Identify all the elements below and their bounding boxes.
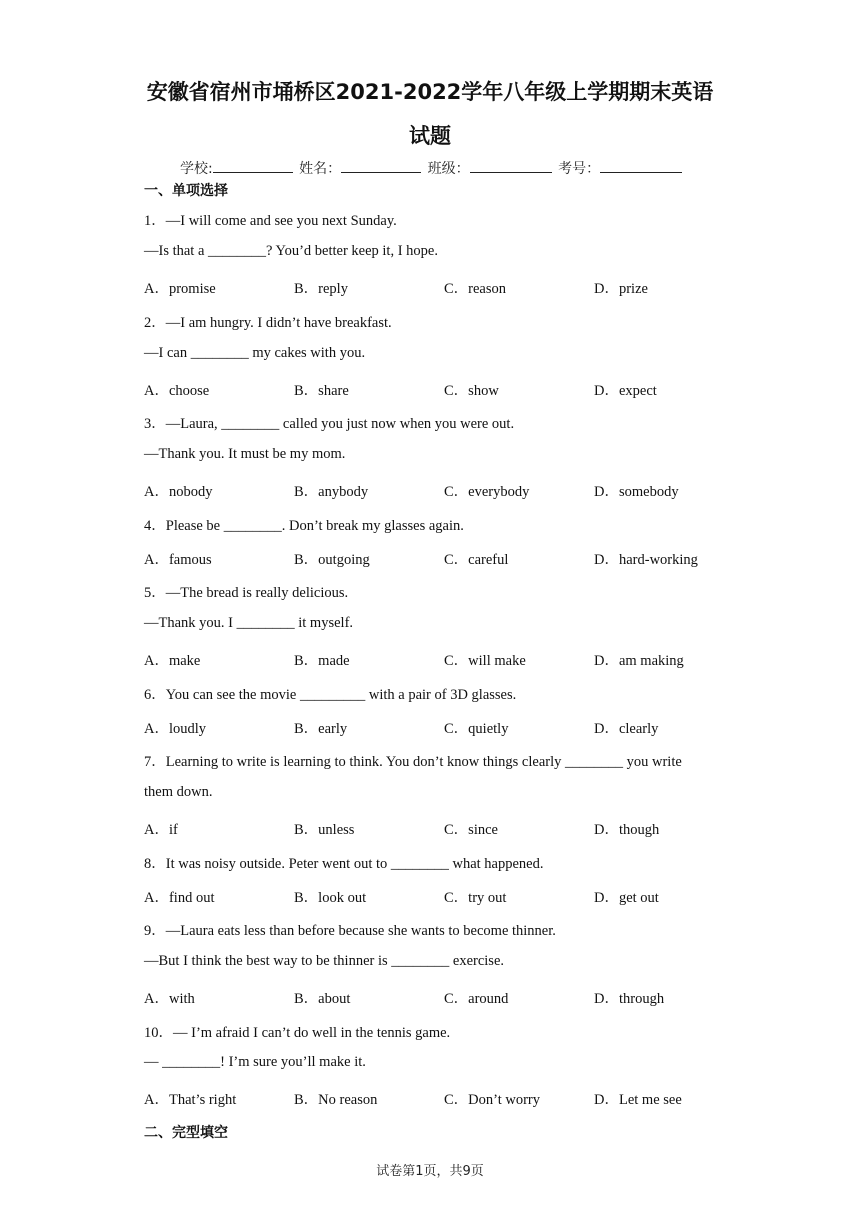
- question-1-option-b: B．reply: [294, 281, 348, 297]
- question-7-line-2: them down.: [144, 784, 213, 800]
- question-8-option-d: D．get out: [594, 890, 659, 906]
- school-blank: [213, 158, 293, 173]
- exam-number-blank: [600, 158, 682, 173]
- question-3-option-d: D．somebody: [594, 484, 679, 500]
- question-5-option-b: B．made: [294, 653, 350, 669]
- question-2-option-c: C．show: [444, 383, 499, 399]
- question-2-option-b: B．share: [294, 383, 349, 399]
- question-9-option-b: B．about: [294, 991, 351, 1007]
- question-4-option-c: C．careful: [444, 552, 509, 568]
- question-9-line-1: 9．—Laura eats less than before because she wants to become thinner.: [144, 923, 556, 939]
- question-3-line-1: 3．—Laura, ________ called you just now when you were out.: [144, 416, 515, 432]
- question-5-line-1: 5．—The bread is really delicious.: [144, 585, 349, 601]
- question-4-option-d: D．hard-working: [594, 552, 698, 568]
- question-7-option-b: B．unless: [294, 822, 355, 838]
- question-4-option-b: B．outgoing: [294, 552, 370, 568]
- question-2-line-1: 2．—I am hungry. I didn’t have breakfast.: [144, 315, 392, 331]
- question-2-option-a: A．choose: [144, 383, 210, 399]
- school-label: 学校:: [180, 161, 213, 177]
- name-blank: [341, 158, 421, 173]
- question-10-line-1: 10．— I’m afraid I can’t do well in the tennis game.: [144, 1025, 451, 1041]
- question-6-option-b: B．early: [294, 721, 348, 737]
- exam-number-label: 考号：: [558, 161, 601, 177]
- question-6-option-a: A．loudly: [144, 721, 207, 737]
- question-6-line-1: 6．You can see the movie _________ with a pair of 3D glasses.: [144, 687, 517, 703]
- section-heading-cloze: 二、完型填空: [144, 1125, 228, 1141]
- question-3-option-b: B．anybody: [294, 484, 369, 500]
- question-2-option-d: D．expect: [594, 383, 657, 399]
- page-title: 安徽省宿州市埇桥区2021-2022学年八年级上学期期末英语: [146, 80, 714, 104]
- class-label: 班级：: [427, 161, 470, 177]
- question-5-option-a: A．make: [144, 653, 201, 669]
- question-9-line-2: —But I think the best way to be thinner is ________ exercise.: [144, 953, 505, 969]
- question-6-option-d: D．clearly: [594, 721, 659, 737]
- page-footer: 试卷第1页，共9页: [376, 1164, 484, 1179]
- question-10-option-d: D．Let me see: [594, 1092, 682, 1108]
- question-4-option-a: A．famous: [144, 552, 212, 568]
- question-3-option-c: C．everybody: [444, 484, 530, 500]
- name-label: 姓名：: [299, 161, 342, 177]
- class-blank: [470, 158, 552, 173]
- question-1-option-a: A．promise: [144, 281, 216, 297]
- question-7-option-d: D．though: [594, 822, 660, 838]
- question-5-option-d: D．am making: [594, 653, 684, 669]
- question-5-line-2: —Thank you. I ________ it myself.: [144, 615, 354, 631]
- question-8-option-a: A．find out: [144, 890, 215, 906]
- question-5-option-c: C．will make: [444, 653, 526, 669]
- question-6-option-c: C．quietly: [444, 721, 509, 737]
- question-9-option-c: C．around: [444, 991, 509, 1007]
- question-3-line-2: —Thank you. It must be my mom.: [144, 446, 346, 462]
- question-10-option-b: B．No reason: [294, 1092, 378, 1108]
- question-10-option-a: A．That’s right: [144, 1092, 237, 1108]
- question-4-line-1: 4．Please be ________. Don’t break my glasses again.: [144, 518, 464, 534]
- question-1-option-c: C．reason: [444, 281, 507, 297]
- question-2-line-2: —I can ________ my cakes with you.: [144, 345, 366, 361]
- question-10-option-c: C．Don’t worry: [444, 1092, 540, 1108]
- question-7-option-a: A．if: [144, 822, 178, 838]
- student-info-line: [180, 158, 684, 178]
- question-8-option-c: C．try out: [444, 890, 507, 906]
- question-7-line-1: 7．Learning to write is learning to think. You don’t know things clearly ________ you write: [144, 754, 682, 770]
- page-title-continued: 试题: [409, 124, 451, 148]
- section-heading-single-choice: 一、单项选择: [144, 183, 228, 199]
- question-10-line-2: — ________! I’m sure you’ll make it.: [144, 1054, 366, 1070]
- question-7-option-c: C．since: [444, 822, 498, 838]
- question-3-option-a: A．nobody: [144, 484, 213, 500]
- question-9-option-a: A．with: [144, 991, 195, 1007]
- question-8-line-1: 8．It was noisy outside. Peter went out to ________ what happened.: [144, 856, 544, 872]
- question-9-option-d: D．through: [594, 991, 665, 1007]
- question-8-option-b: B．look out: [294, 890, 367, 906]
- question-1-line-2: —Is that a ________? You’d better keep it, I hope.: [144, 243, 438, 259]
- question-1-option-d: D．prize: [594, 281, 648, 297]
- question-1-line-1: 1．—I will come and see you next Sunday.: [144, 213, 397, 229]
